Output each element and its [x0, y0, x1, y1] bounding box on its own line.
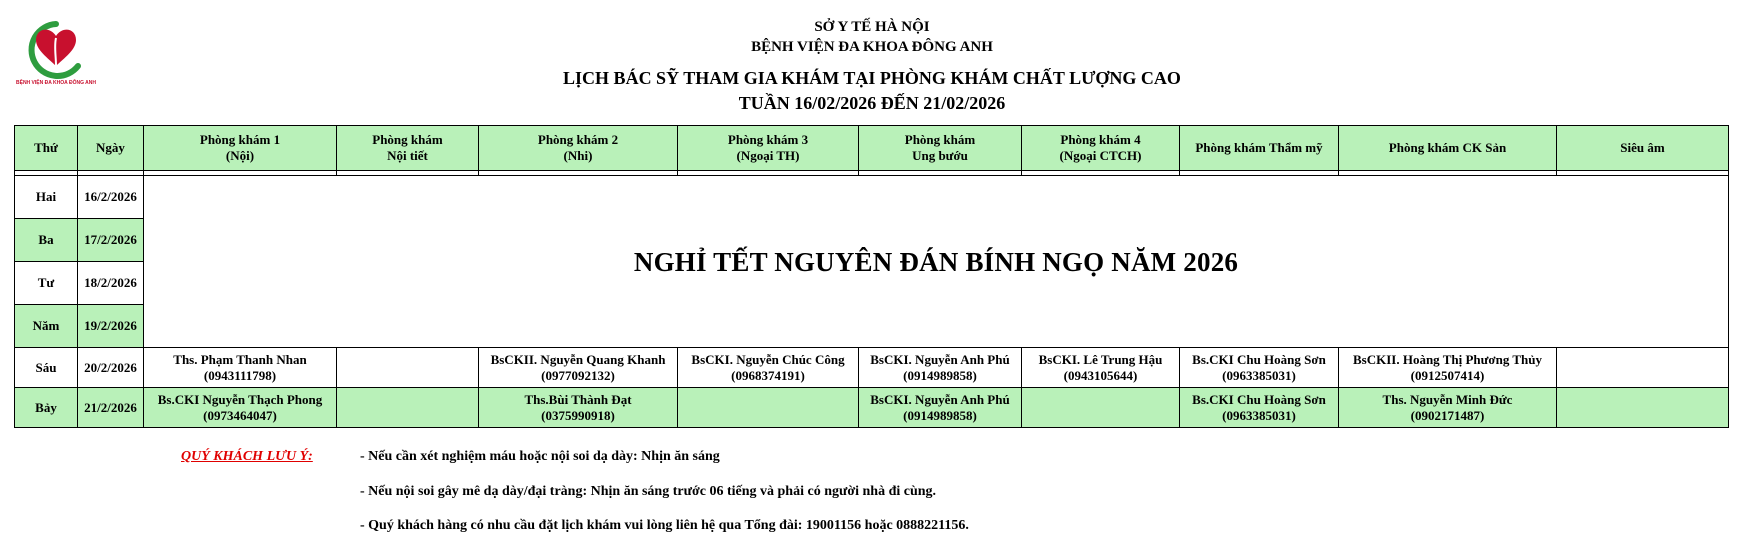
table-row-bay — [15, 388, 1729, 428]
day-name: Sáu — [15, 348, 78, 388]
doctor-cell-ungbuou: BsCKI. Nguyễn Anh Phú (0914989858) — [859, 348, 1022, 388]
table-row-sau — [15, 348, 1729, 388]
schedule-table — [14, 125, 1729, 428]
doctor-cell-sieuam — [1557, 348, 1729, 388]
col-header-pk2: Phòng khám 2 (Nhi) — [479, 126, 678, 171]
table-row-hai — [15, 176, 1729, 219]
doctor-cell-ungbuou: BsCKI. Nguyễn Anh Phú (0914989858) — [859, 388, 1022, 428]
day-date: 18/2/2026 — [78, 262, 144, 305]
department-name: SỞ Y TẾ HÀ NỘI — [814, 19, 930, 35]
col-header-pk1: Phòng khám 1 (Nội) — [144, 126, 337, 171]
day-name: Tư — [15, 262, 78, 305]
doctor-cell-sieuam — [1557, 388, 1729, 428]
notes-label: QUÝ KHÁCH LƯU Ý: — [181, 449, 313, 464]
note-item: - Nếu cần xét nghiệm máu hoặc nội soi dạ dày: Nhịn ăn sáng — [360, 449, 720, 464]
doctor-cell-noitiet — [337, 388, 479, 428]
col-header-pk3: Phòng khám 3 (Ngoại TH) — [678, 126, 859, 171]
day-name: Ba — [15, 219, 78, 262]
doctor-cell-pk4: BsCKI. Lê Trung Hậu (0943105644) — [1022, 348, 1180, 388]
col-header-ungbuou: Phòng khám Ung bướu — [859, 126, 1022, 171]
doctor-cell-pk3: BsCKI. Nguyễn Chúc Công (0968374191) — [678, 348, 859, 388]
day-name: Bảy — [15, 388, 78, 428]
day-date: 21/2/2026 — [78, 388, 144, 428]
doctor-cell-pk2: BsCKII. Nguyễn Quang Khanh (0977092132) — [479, 348, 678, 388]
col-header-thu: Thứ — [15, 126, 78, 171]
doctor-cell-thammy: Bs.CKI Chu Hoàng Sơn (0963385031) — [1180, 348, 1339, 388]
holiday-notice: NGHỈ TẾT NGUYÊN ĐÁN BÍNH NGỌ NĂM 2026 — [144, 176, 1729, 348]
doctor-cell-noitiet — [337, 348, 479, 388]
col-header-sieuam: Siêu âm — [1557, 126, 1729, 171]
day-date: 20/2/2026 — [78, 348, 144, 388]
col-header-ngay: Ngày — [78, 126, 144, 171]
day-date: 19/2/2026 — [78, 305, 144, 348]
header-row — [15, 126, 1729, 171]
note-item: - Quý khách hàng có nhu cầu đặt lịch khám vui lòng liên hệ qua Tổng đài: 19001156 hoặc 0888221156. — [360, 518, 969, 533]
doctor-cell-thammy: Bs.CKI Chu Hoàng Sơn (0963385031) — [1180, 388, 1339, 428]
col-header-noitiet: Phòng khám Nội tiết — [337, 126, 479, 171]
col-header-pk4: Phòng khám 4 (Ngoại CTCH) — [1022, 126, 1180, 171]
doctor-cell-san: Ths. Nguyễn Minh Đức (0902171487) — [1339, 388, 1557, 428]
col-header-san: Phòng khám CK Sản — [1339, 126, 1557, 171]
doctor-cell-san: BsCKII. Hoàng Thị Phương Thủy (0912507414) — [1339, 348, 1557, 388]
doctor-cell-pk1: Bs.CKI Nguyễn Thạch Phong (0973464047) — [144, 388, 337, 428]
doctor-cell-pk4 — [1022, 388, 1180, 428]
schedule-title: LỊCH BÁC SỸ THAM GIA KHÁM TẠI PHÒNG KHÁM CHẤT LƯỢNG CAO — [563, 68, 1181, 88]
schedule-week: TUẦN 16/02/2026 ĐẾN 21/02/2026 — [738, 93, 1006, 113]
hospital-name: BỆNH VIỆN ĐA KHOA ĐÔNG ANH — [751, 39, 993, 55]
day-date: 16/2/2026 — [78, 176, 144, 219]
logo-text: BỆNH VIỆN ĐA KHOA ĐÔNG ANH — [16, 80, 97, 86]
col-header-thammy: Phòng khám Thẩm mỹ — [1180, 126, 1339, 171]
day-name: Năm — [15, 305, 78, 348]
doctor-cell-pk1: Ths. Phạm Thanh Nhan (0943111798) — [144, 348, 337, 388]
day-date: 17/2/2026 — [78, 219, 144, 262]
doctor-cell-pk2: Ths.Bùi Thành Đạt (0375990918) — [479, 388, 678, 428]
day-name: Hai — [15, 176, 78, 219]
doctor-cell-pk3 — [678, 388, 859, 428]
note-item: - Nếu nội soi gây mê dạ dày/đại tràng: Nhịn ăn sáng trước 06 tiếng và phải có người nhà đi cùng. — [360, 484, 937, 499]
